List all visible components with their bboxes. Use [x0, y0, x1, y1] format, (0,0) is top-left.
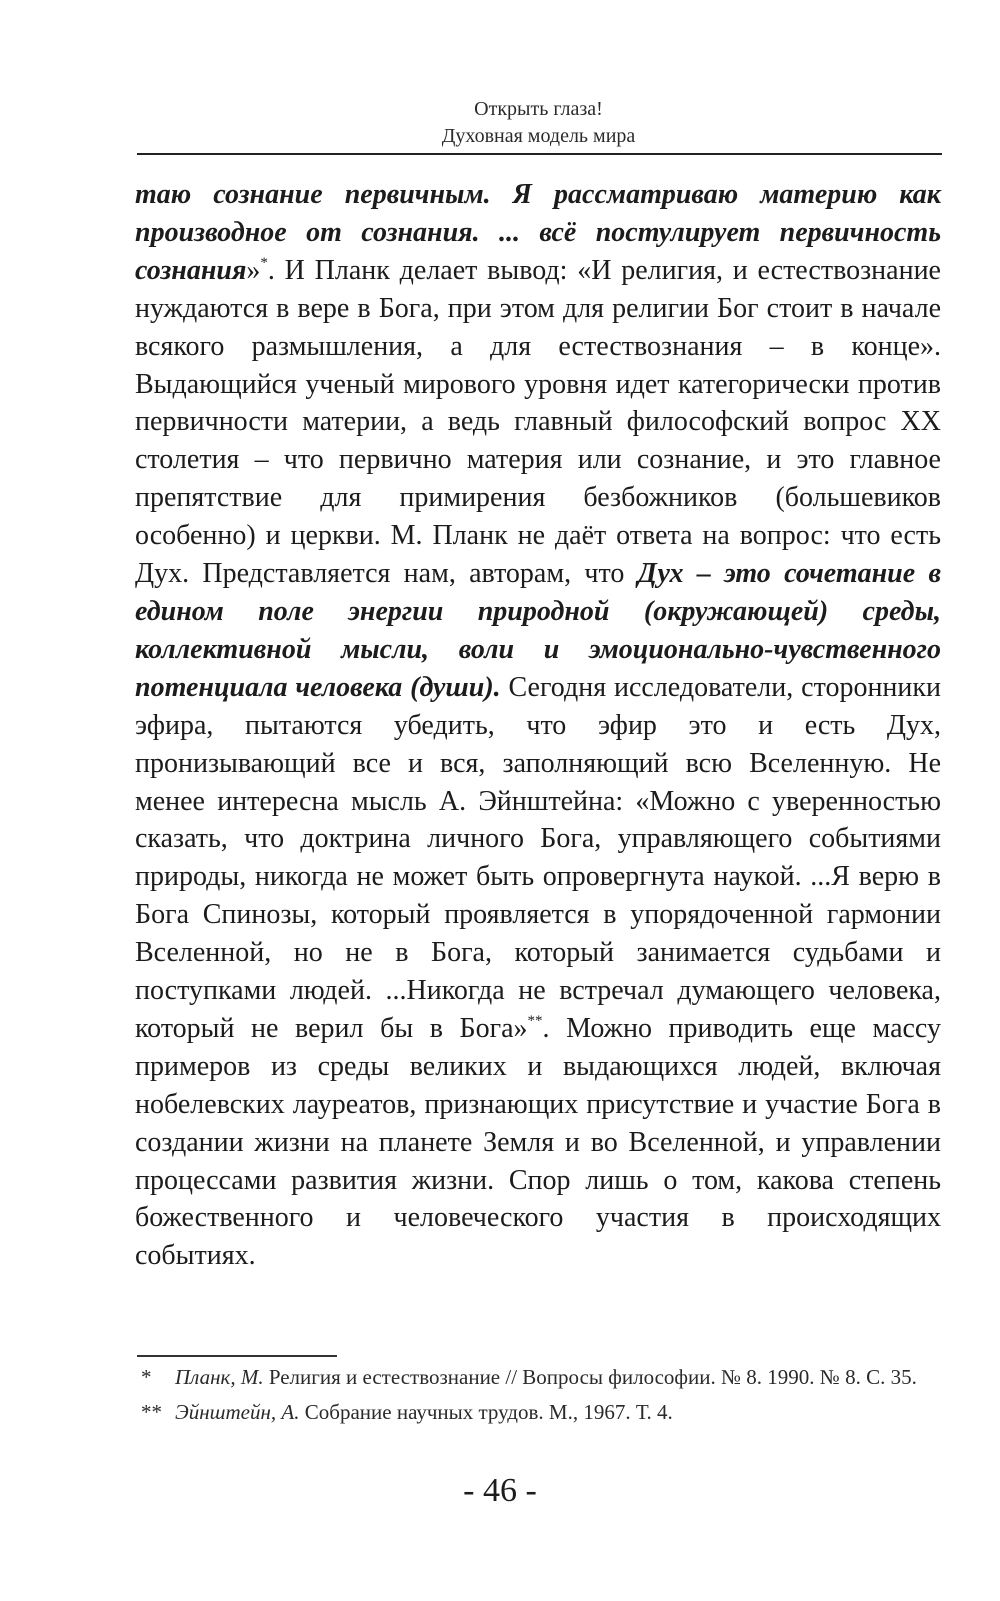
footnote-1 — [137, 1362, 940, 1393]
footnotes — [137, 1362, 940, 1432]
running-header-chapter-title: Духовная модель мира — [441, 125, 636, 147]
spirit-definition-emphasis: Дух – это сочетание в едином поле энергии природной (окружающей) среды, коллективной мысли, воли и эмоционально-чувственного потенциала человека (души). — [135, 558, 941, 703]
header-divider — [137, 153, 942, 155]
main-text — [135, 176, 941, 1275]
footnote-ref-2[interactable]: ** — [527, 1012, 543, 1029]
footnote-2-text: Собрание научных трудов. М., 1967. Т. 4. — [299, 1400, 673, 1424]
closing-quote: » — [246, 254, 261, 286]
footnote-ref-1[interactable]: * — [260, 254, 268, 271]
footnote-divider — [137, 1355, 337, 1357]
footnote-2-mark: ** — [141, 1400, 162, 1424]
page-number: - 46 - — [463, 1472, 537, 1509]
paragraph-text-2: Сегодня исследователи, сторонники эфира, пытаются убедить, что эфир это и есть Дух, пронизывающий все и вся, заполняющий всю Вселенную. Не менее интересна мысль А. Эйнштейна: «Можно с уверенностью сказать, что доктрина личного Бога, управляющего событиями природы, никогда не может быть опровергнута наукой. ...Я верю в Бога Спинозы, который проявляется в упорядоченной гармонии Вселенной, но не в Бога, который занимается судьбами и поступками людей. ...Никогда не встречал думающего человека, который не верил бы в Бога» — [135, 671, 941, 1044]
paragraph-text-3: . Можно приводить еще массу примеров из среды великих и выдающихся людей, включая нобелевских лауреатов, признающих присутствие и участие Бога в создании жизни на планете Земля и во Вселенной, и управлении процессами развития жизни. Спор лишь о том, какова степень божественного и человеческого участия в происходящих событиях. — [135, 1012, 941, 1272]
footnote-1-text: Религия и естествознание // Вопросы философии. № 8. 1990. № 8. С. 35. — [263, 1365, 917, 1389]
planck-quote-emphasis: таю сознание первичным. Я рассматриваю материю как производное от сознания. ... всё постулирует первичность сознания — [135, 179, 941, 286]
footnote-2-author: Эйнштейн, А. — [175, 1400, 300, 1424]
running-header — [137, 96, 940, 150]
footnote-1-mark: * — [141, 1365, 152, 1389]
footnote-1-author: Планк, М. — [175, 1365, 264, 1389]
paragraph-text-1: . И Планк делает вывод: «И религия, и естествознание нуждаются в вере в Бога, при этом для религии Бог стоит в начале всякого размышления, а для естествознания – в конце». Выдающийся ученый мирового уровня идет категорически против первичности материи, а ведь главный философский вопрос XX столетия – что первично материя или сознание, и это главное препятствие для примирения безбожников (большевиков особенно) и церкви. М. Планк не даёт ответа на вопрос: что есть Дух. Представляется нам, авторам, что — [135, 254, 941, 590]
footnote-2 — [137, 1397, 940, 1428]
running-header-book-title: Открыть глаза! — [474, 98, 603, 120]
